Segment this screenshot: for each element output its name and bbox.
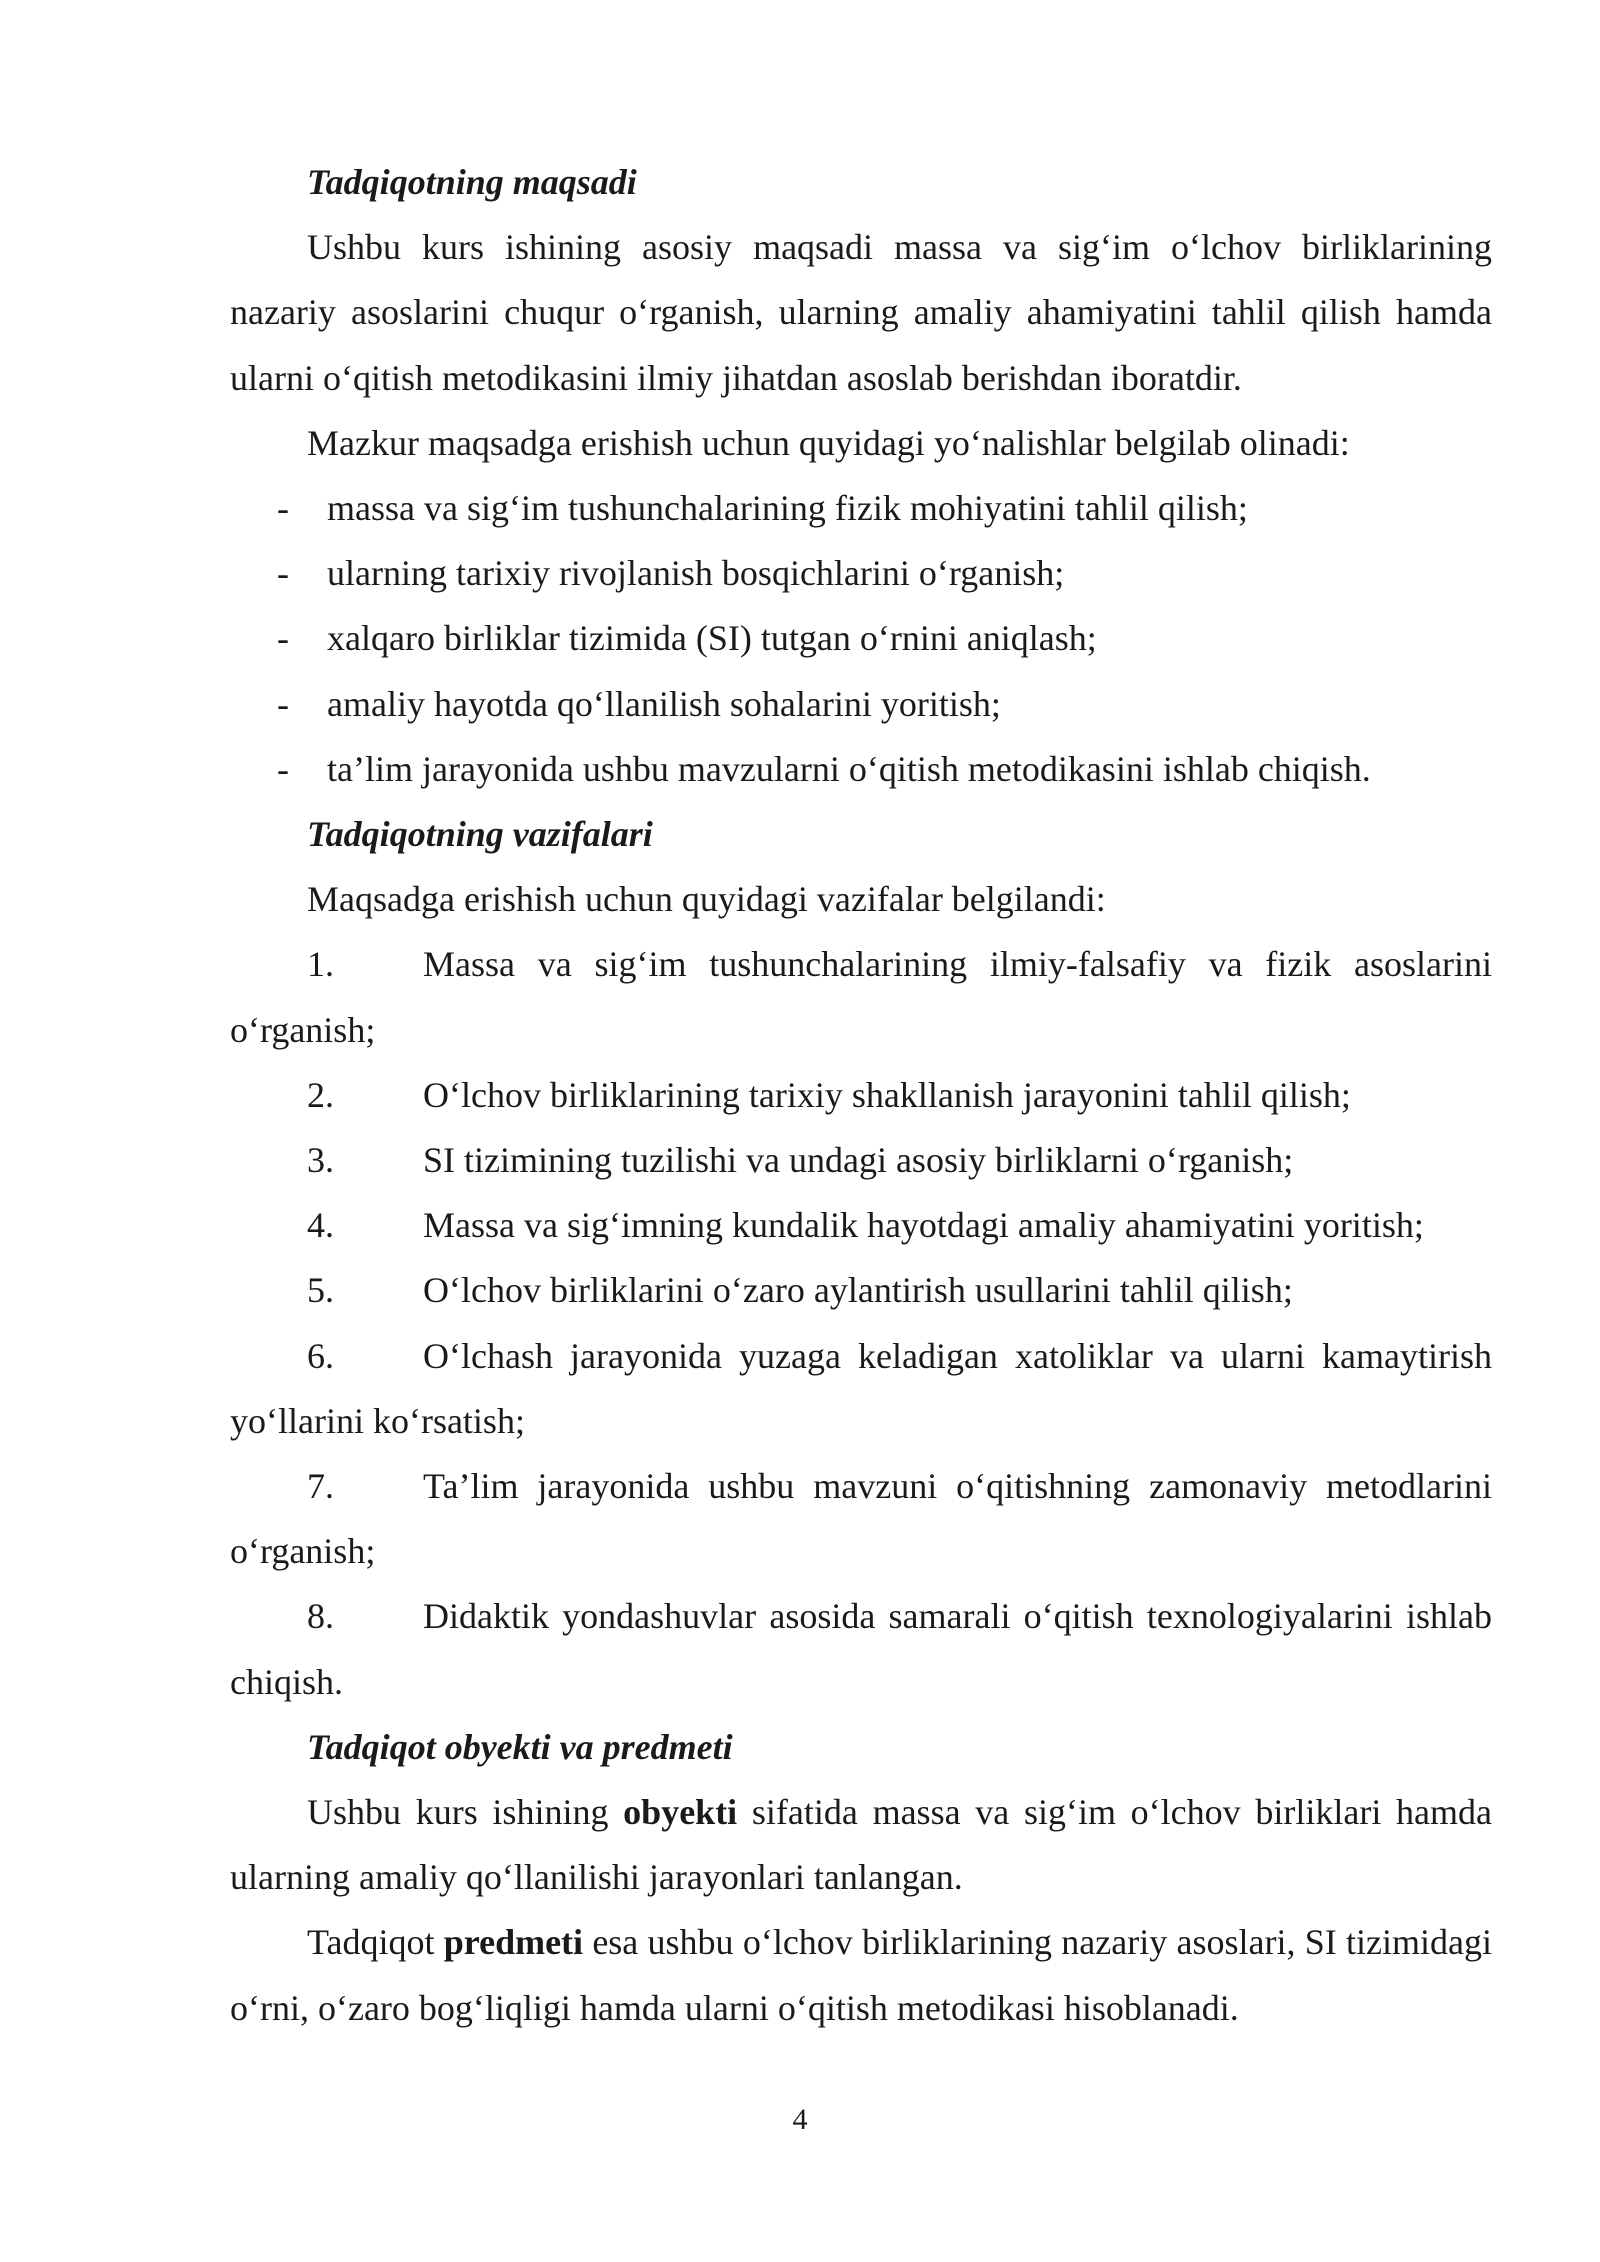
bullet-marker: - bbox=[277, 553, 289, 594]
aim-paragraph: Ushbu kurs ishining asosiy maqsadi massa va sig‘im o‘lchov birliklarining nazariy asoslarini chuqur o‘rganish, ularning amaliy ahamiyatini tahlil qilish hamda ularni o‘qitish metodikasini ilmiy jihatdan asoslab berishdan iboratdir. bbox=[230, 227, 1492, 398]
bullet-text: amaliy hayotda qo‘llanilish sohalarini yoritish; bbox=[327, 683, 1001, 724]
bullet-marker: - bbox=[277, 748, 289, 789]
tasks-numbered-list bbox=[230, 932, 1492, 1714]
bullet-marker: - bbox=[277, 618, 289, 659]
list-item bbox=[230, 932, 1492, 1062]
list-item bbox=[230, 1584, 1492, 1714]
item-text: O‘lchash jarayonida yuzaga keladigan xatoliklar va ularni kamaytirish yo‘llarini ko‘rsatish; bbox=[230, 1335, 1492, 1441]
section-heading-tasks: Tadqiqotning vazifalari bbox=[307, 814, 653, 855]
item-text: Massa va sig‘im tushunchalarining ilmiy-falsafiy va fizik asoslarini o‘rganish; bbox=[230, 944, 1492, 1050]
item-number: 4. bbox=[307, 1205, 334, 1246]
item-text: Didaktik yondashuvlar asosida samarali o‘qitish texnologiyalarini ishlab chiqish. bbox=[230, 1596, 1492, 1702]
list-item bbox=[230, 1063, 1492, 1128]
list-item bbox=[230, 737, 1492, 802]
item-number: 6. bbox=[307, 1335, 334, 1376]
bullet-text: xalqaro birliklar tizimida (SI) tutgan o‘rnini aniqlash; bbox=[327, 618, 1097, 659]
bullet-text: ta’lim jarayonida ushbu mavzularni o‘qitish metodikasini ishlab chiqish. bbox=[327, 748, 1371, 789]
section-heading-aim: Tadqiqotning maqsadi bbox=[307, 162, 637, 202]
object-term: obyekti bbox=[623, 1792, 738, 1833]
bullet-text: massa va sig‘im tushunchalarining fizik mohiyatini tahlil qilish; bbox=[327, 488, 1248, 529]
item-number: 5. bbox=[307, 1270, 334, 1311]
object-paragraph bbox=[230, 1780, 1492, 1910]
item-number: 3. bbox=[307, 1140, 334, 1181]
section-heading-object: Tadqiqot obyekti va predmeti bbox=[307, 1726, 733, 1767]
item-text: Massa va sig‘imning kundalik hayotdagi amaliy ahamiyatini yoritish; bbox=[423, 1205, 1424, 1246]
bullet-text: ularning tarixiy rivojlanish bosqichlarini o‘rganish; bbox=[327, 553, 1065, 594]
subject-paragraph bbox=[230, 1910, 1492, 2040]
item-text: SI tizimining tuzilishi va undagi asosiy birliklarni o‘rganish; bbox=[423, 1140, 1294, 1181]
item-number: 2. bbox=[307, 1074, 334, 1115]
object-text-after: sifatida massa va sig‘im o‘lchov birliklari hamda ularning amaliy qo‘llanilishi jarayonlari tanlangan. bbox=[230, 1792, 1492, 1898]
page-number: 4 bbox=[792, 2103, 808, 2136]
bullet-marker: - bbox=[277, 683, 289, 724]
aim-directions-intro: Mazkur maqsadga erishish uchun quyidagi yo‘nalishlar belgilab olinadi: bbox=[307, 422, 1350, 463]
list-item bbox=[230, 476, 1492, 541]
list-item bbox=[230, 672, 1492, 737]
list-item bbox=[230, 541, 1492, 606]
item-text: O‘lchov birliklarini o‘zaro aylantirish usullarini tahlil qilish; bbox=[423, 1270, 1293, 1311]
item-text: O‘lchov birliklarining tarixiy shakllanish jarayonini tahlil qilish; bbox=[423, 1074, 1351, 1115]
list-item bbox=[230, 1128, 1492, 1193]
list-item bbox=[230, 1324, 1492, 1454]
bullet-marker: - bbox=[277, 488, 289, 529]
list-item bbox=[230, 606, 1492, 671]
subject-text-after: esa ushbu o‘lchov birliklarining nazariy asoslari, SI tizimidagi o‘rni, o‘zaro bog‘liqligi hamda ularni o‘qitish metodikasi hisoblanadi. bbox=[230, 1922, 1492, 2028]
list-item bbox=[230, 1193, 1492, 1258]
document-page bbox=[230, 150, 1492, 2041]
item-number: 1. bbox=[307, 944, 334, 985]
subject-text-before: Tadqiqot bbox=[307, 1922, 444, 1963]
list-item bbox=[230, 1258, 1492, 1323]
item-number: 7. bbox=[307, 1466, 334, 1507]
list-item bbox=[230, 1454, 1492, 1584]
item-text: Ta’lim jarayonida ushbu mavzuni o‘qitishning zamonaviy metodlarini o‘rganish; bbox=[230, 1466, 1492, 1572]
object-text-before: Ushbu kurs ishining bbox=[307, 1792, 624, 1833]
tasks-intro: Maqsadga erishish uchun quyidagi vazifalar belgilandi: bbox=[307, 879, 1106, 920]
subject-term: predmeti bbox=[443, 1922, 584, 1963]
aim-bullet-list bbox=[230, 476, 1492, 802]
item-number: 8. bbox=[307, 1596, 334, 1637]
